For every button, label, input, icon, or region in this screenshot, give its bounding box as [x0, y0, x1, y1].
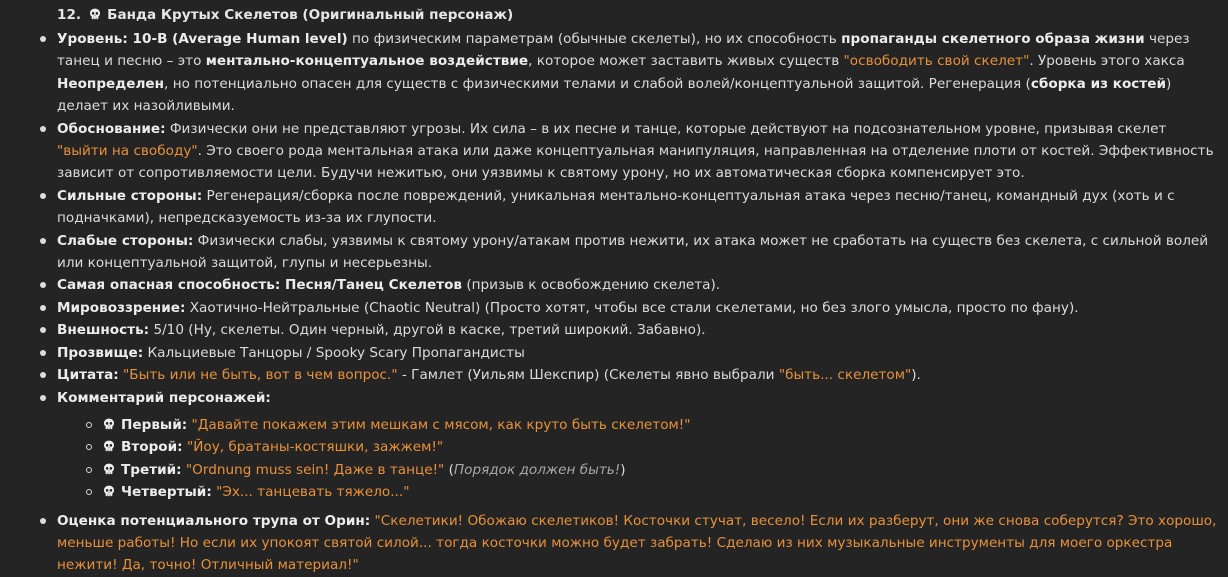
skull-icon: [103, 440, 115, 452]
list-item-weaknesses: [57, 230, 1217, 275]
skull-icon: [103, 485, 115, 497]
comment-quote: "Эх... танцевать тяжело...": [216, 484, 410, 501]
orin-label: Оценка потенциального трупа от Орин:: [57, 512, 371, 529]
comment-quote: "Давайте покажем этим мешкам с мясом, как круто быть скелетом!": [191, 416, 691, 433]
orin-quote: "Скелетики! Обожаю скелетиков! Косточки стучат, весело! Если их разберут, они же снова соберутся? Это хорошо, меньше работы! Но если их упокоят святой силой... тогда косточки можно будет забрать! Сделаю из них музыкальные инструменты для моего оркестра нежити! Да, точно! Отличный материал!": [57, 512, 1217, 574]
comment-item: [103, 481, 1217, 503]
comments-label: Комментарий персонажей:: [57, 389, 271, 406]
list-item-appearance: [57, 319, 1217, 341]
comment-speaker: Третий:: [121, 461, 182, 478]
comment-item: Третий: "Ordnung muss sein! Даже в танце!" (Порядок должен быть!): [103, 459, 1217, 481]
section-number: 12.: [57, 7, 82, 23]
level-emphasis: пропаганды скелетного образа жизни: [841, 31, 1145, 47]
strengths-label: Сильные стороны:: [57, 187, 203, 204]
level-label: Уровень: 10-B (Average Human level): [57, 31, 348, 47]
list-item-strengths: [57, 185, 1217, 230]
nickname-label: Прозвище:: [57, 344, 144, 361]
comment-speaker: Первый:: [121, 416, 188, 433]
comment-item: [103, 414, 1217, 436]
skull-icon: [89, 8, 101, 20]
level-text: через танец и песню – это: [57, 31, 1190, 70]
list-item-level: [57, 28, 1217, 118]
level-quote: "освободить свой скелет": [843, 53, 1030, 70]
level-emphasis: ментально-концептуальное воздействие: [205, 53, 529, 70]
comments-list: [57, 414, 1217, 504]
alignment-label: Мировоззрение:: [57, 299, 186, 316]
justification-quote: "выйти на свободу": [57, 143, 198, 160]
appearance-text: 5/10 (Ну, скелеты. Один черный, другой в каске, третий широкий. Забавно).: [149, 322, 706, 339]
quote-end: ).: [911, 367, 921, 384]
comment-quote: "Ordnung muss sein! Даже в танце!": [185, 461, 445, 478]
list-item-comments: [57, 387, 1217, 504]
quote-aside: "быть... скелетом": [778, 367, 912, 384]
list-item-dangerous-ability: [57, 274, 1217, 296]
list-item-quote: [57, 364, 1217, 386]
weaknesses-label: Слабые стороны:: [57, 232, 194, 249]
list-item-orin-assessment: [57, 510, 1217, 577]
quote-attribution: - Гамлет (Уильям Шекспир) (Скелеты явно выбрали: [397, 367, 779, 384]
hamlet-quote: "Быть или не быть, вот в чем вопрос.": [123, 367, 398, 384]
dangerous-ability-label: Самая опасная способность: Песня/Танец Скелетов: [57, 277, 463, 294]
level-text: ) делает их назойливыми.: [57, 75, 1172, 115]
alignment-text: Хаотично-Нейтральные (Chaotic Neutral) (Просто хотят, чтобы все стали скелетами, но без злого умысла, просто по фану).: [185, 299, 1079, 316]
nickname-text: Кальциевые Танцоры / Spooky Scary Пропагандисты: [143, 344, 525, 361]
comment-speaker: Второй:: [121, 439, 183, 456]
justification-text: . Это своего рода ментальная атака или даже концептуальная манипуляция, направленная на отделение плоти от костей. Эффективность зависит от сопротивляемости цели. Будучи нежитью, они уязвимы к святому урону, но их автоматическая сборка компенсирует это.: [57, 143, 1214, 182]
level-emphasis: сборка из костей: [1030, 75, 1166, 92]
section-heading: [57, 4, 513, 26]
weaknesses-text: Физически слабы, уязвимы к святому урону/атакам против нежити, их атака может не сработать на существ без скелета, с сильной волей или концептуальной защитой, глупы и несерьезны.: [57, 232, 1209, 272]
justification-text: Физически они не представляют угрозы. Их сила – в их песне и танце, которые действуют на подсознательном уровне, призывая скелет: [165, 120, 1167, 137]
character-stats-list: [57, 28, 1217, 577]
comment-item: [103, 436, 1217, 458]
level-text: , но потенциально опасен для существ с физическими телами и слабой волей/концептуальной защитой. Регенерация (: [164, 75, 1031, 92]
comment-translation: Порядок должен быть!: [453, 461, 621, 478]
list-item-nickname: [57, 342, 1217, 364]
strengths-text: Регенерация/сборка после повреждений, уникальная ментально-концептуальная атака через песню/танец, командный дух (хоть и с подначками), непредсказуемость из-за их глупости.: [57, 187, 1175, 227]
section-title: Банда Крутых Скелетов (Оригинальный персонаж): [107, 7, 514, 23]
quote-label: Цитата:: [57, 367, 119, 384]
level-text: , которое может заставить живых существ: [528, 53, 844, 70]
comment-speaker: Четвертый:: [121, 484, 212, 501]
comment-quote: "Йоу, братаны-костяшки, зажжем!": [186, 439, 444, 456]
level-emphasis: Неопределен: [57, 75, 165, 92]
list-item-alignment: [57, 297, 1217, 319]
level-text: . Уровень этого хакса: [1029, 53, 1185, 70]
list-item-justification: [57, 118, 1217, 185]
skull-icon: [103, 463, 115, 475]
justification-label: Обоснование:: [57, 120, 166, 137]
skull-icon: [103, 418, 115, 430]
dangerous-ability-text: (призыв к освобождению скелета).: [462, 277, 721, 294]
appearance-label: Внешность:: [57, 322, 150, 339]
level-text: по физическим параметрам (обычные скелеты), но их способность: [347, 31, 842, 47]
